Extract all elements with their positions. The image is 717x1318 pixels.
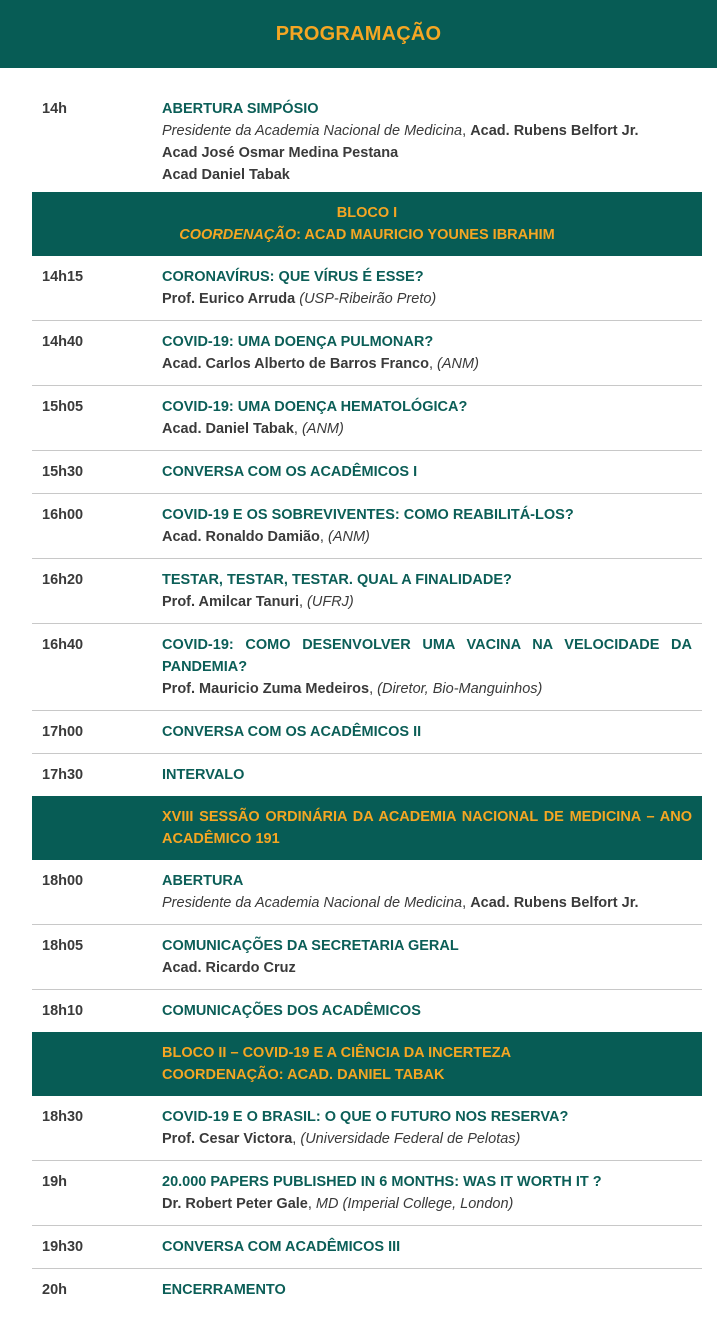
schedule-row <box>32 1096 702 1161</box>
row-content <box>162 461 692 483</box>
header-banner <box>0 0 717 68</box>
schedule-row <box>32 990 702 1032</box>
schedule-row <box>32 1226 702 1269</box>
row-time: 14h15 <box>42 269 84 285</box>
speaker: Prof. Amilcar Tanuri <box>162 594 299 610</box>
row-time: 19h30 <box>42 1239 84 1255</box>
affiliation: (Diretor, Bio-Manguinhos) <box>377 681 543 697</box>
row-time: 16h40 <box>42 637 84 653</box>
row-content: COVID-19 E O BRASIL: O QUE O FUTURO NOS RESERVA? Prof. Cesar Victora, (Universidade Federal de Pelotas) <box>162 1106 692 1150</box>
coordination-name: : ACAD MAURICIO YOUNES IBRAHIM <box>296 227 555 243</box>
row-title: TESTAR, TESTAR, TESTAR. QUAL A FINALIDADE? <box>162 572 512 588</box>
row-content <box>162 1000 692 1022</box>
schedule-row <box>32 256 702 321</box>
speaker: Prof. Cesar Victora <box>162 1131 293 1147</box>
schedule-row <box>32 386 702 451</box>
schedule-row <box>32 860 702 925</box>
president-role: Presidente da Academia Nacional de Medicina <box>162 123 463 139</box>
row-content: COVID-19: UMA DOENÇA PULMONAR? Acad. Carlos Alberto de Barros Franco, (ANM) <box>162 331 692 375</box>
speaker: Acad. Ricardo Cruz <box>162 960 296 976</box>
row-title: CONVERSA COM ACADÊMICOS III <box>162 1239 401 1255</box>
affiliation: (ANM) <box>301 421 344 437</box>
row-time: 18h10 <box>42 1003 84 1019</box>
row-time: 14h <box>42 101 67 117</box>
speaker: Dr. Robert Peter Gale <box>162 1196 308 1212</box>
row-title: COVID-19 E O BRASIL: O QUE O FUTURO NOS RESERVA? <box>162 1109 569 1125</box>
speaker: Acad. Carlos Alberto de Barros Franco <box>162 356 429 372</box>
block-header <box>32 192 702 256</box>
speaker: Prof. Mauricio Zuma Medeiros <box>162 681 370 697</box>
schedule-table <box>32 88 702 1311</box>
speaker-line: Acad José Osmar Medina Pestana <box>162 145 399 161</box>
row-content <box>162 1236 692 1258</box>
president-name: Acad. Rubens Belfort Jr. <box>470 123 639 139</box>
row-time: 16h20 <box>42 572 84 588</box>
row-title: 20.000 PAPERS PUBLISHED IN 6 MONTHS: WAS IT WORTH IT ? <box>162 1174 602 1190</box>
row-title: COVID-19 E OS SOBREVIVENTES: COMO REABILITÁ-LOS? <box>162 507 574 523</box>
row-time: 17h00 <box>42 724 84 740</box>
row-content: COVID-19: COMO DESENVOLVER UMA VACINA NA VELOCIDADE DA PANDEMIA? Prof. Mauricio Zuma Medeiros, (Diretor, Bio-Manguinhos) <box>162 634 692 700</box>
row-time: 18h00 <box>42 873 84 889</box>
row-content <box>162 764 692 786</box>
row-content: COVID-19 E OS SOBREVIVENTES: COMO REABILITÁ-LOS? Acad. Ronaldo Damião, (ANM) <box>162 504 692 548</box>
session-title: XVIII SESSÃO ORDINÁRIA DA ACADEMIA NACIONAL DE MEDICINA – ANO ACADÊMICO 191 <box>162 809 692 847</box>
row-title: ABERTURA <box>162 873 244 889</box>
row-content <box>162 935 692 979</box>
row-time: 17h30 <box>42 767 84 783</box>
affiliation: (ANM) <box>437 356 479 372</box>
schedule-row <box>32 451 702 494</box>
row-time: 16h00 <box>42 507 84 523</box>
affiliation: (USP-Ribeirão Preto) <box>299 291 437 307</box>
speaker: Prof. Eurico Arruda <box>162 291 296 307</box>
row-title: COVID-19: COMO DESENVOLVER UMA VACINA NA VELOCIDADE DA PANDEMIA? <box>162 637 692 675</box>
block-coordination: COORDENAÇÃO: ACAD. DANIEL TABAK <box>162 1067 445 1083</box>
row-content <box>162 1279 692 1301</box>
row-time: 18h05 <box>42 938 84 954</box>
affiliation: MD (Imperial College, London) <box>315 1196 514 1212</box>
affiliation: (Universidade Federal de Pelotas) <box>300 1131 521 1147</box>
schedule-row <box>32 494 702 559</box>
block-title: BLOCO II – COVID-19 E A CIÊNCIA DA INCERTEZA <box>162 1045 512 1061</box>
schedule-row <box>32 1161 702 1226</box>
row-title: COVID-19: UMA DOENÇA HEMATOLÓGICA? <box>162 399 468 415</box>
row-title: ABERTURA SIMPÓSIO <box>162 101 319 117</box>
row-title: CONVERSA COM OS ACADÊMICOS II <box>162 724 422 740</box>
row-time: 15h05 <box>42 399 84 415</box>
row-title: ENCERRAMENTO <box>162 1282 286 1298</box>
block-coordination <box>42 224 692 246</box>
speaker: Acad. Daniel Tabak <box>162 421 294 437</box>
schedule-row <box>32 559 702 624</box>
session-header <box>32 796 702 860</box>
row-title: COMUNICAÇÕES DOS ACADÊMICOS <box>162 1003 421 1019</box>
row-content: TESTAR, TESTAR, TESTAR. QUAL A FINALIDADE? Prof. Amilcar Tanuri, (UFRJ) <box>162 569 692 613</box>
row-title: CONVERSA COM OS ACADÊMICOS I <box>162 464 418 480</box>
row-title: COMUNICAÇÕES DA SECRETARIA GERAL <box>162 938 459 954</box>
row-content: ABERTURA Presidente da Academia Nacional de Medicina, Acad. Rubens Belfort Jr. <box>162 870 692 914</box>
row-time: 19h <box>42 1174 67 1190</box>
schedule-row <box>32 1269 702 1311</box>
affiliation: (UFRJ) <box>307 594 354 610</box>
schedule-row <box>32 88 702 192</box>
schedule-row <box>32 925 702 990</box>
role: Presidente da Academia Nacional de Medicina <box>162 895 463 911</box>
row-content: 20.000 PAPERS PUBLISHED IN 6 MONTHS: WAS IT WORTH IT ? Dr. Robert Peter Gale, MD (Imperial College, London) <box>162 1171 692 1215</box>
row-time: 18h30 <box>42 1109 84 1125</box>
speaker: Acad. Rubens Belfort Jr. <box>470 895 639 911</box>
speaker-line: Acad Daniel Tabak <box>162 167 290 183</box>
speaker: Acad. Ronaldo Damião <box>162 529 320 545</box>
block-header <box>32 1032 702 1096</box>
schedule-row <box>32 754 702 796</box>
coordination-label: COORDENAÇÃO <box>179 227 297 243</box>
page-title: PROGRAMAÇÃO <box>275 22 442 45</box>
row-time: 20h <box>42 1282 67 1298</box>
row-content <box>162 721 692 743</box>
block-title: BLOCO I <box>336 205 398 221</box>
row-content: COVID-19: UMA DOENÇA HEMATOLÓGICA? Acad. Daniel Tabak, (ANM) <box>162 396 692 440</box>
row-content <box>162 98 692 186</box>
row-title: COVID-19: UMA DOENÇA PULMONAR? <box>162 334 434 350</box>
schedule-row <box>32 321 702 386</box>
row-content <box>162 266 692 310</box>
row-speaker-line: Presidente da Academia Nacional de Medicina, Acad. Rubens Belfort Jr. <box>162 123 639 139</box>
affiliation: (ANM) <box>327 529 370 545</box>
row-time: 15h30 <box>42 464 84 480</box>
schedule-row <box>32 711 702 754</box>
schedule-row <box>32 624 702 711</box>
row-title: CORONAVÍRUS: QUE VÍRUS É ESSE? <box>162 269 424 285</box>
row-title: INTERVALO <box>162 767 245 783</box>
row-time: 14h40 <box>42 334 84 350</box>
